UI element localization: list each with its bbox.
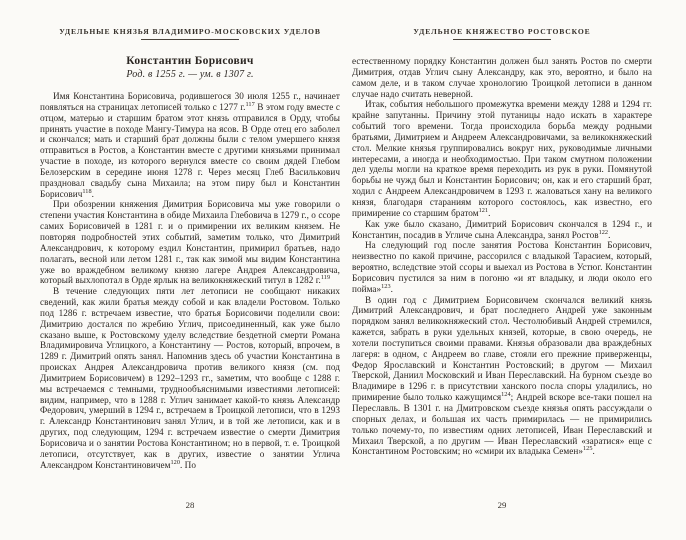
header-rule-left — [141, 39, 239, 40]
page-number-left: 28 — [185, 500, 195, 510]
paragraph: В один год с Димитрием Борисовичем скончался великий князь Димитрий Александрович, и брат последнего Андрей уже законным порядком занял великокняжеский стол. Честолюбивый Андрей стремился, кажется, забрать в руки удельных князей, которые, в свою очередь, не хотели поступиться своими правами. Князья образовали два враждебных лагеря: в одном, с Андреем во главе, стояли его прежние приверженцы, Федор Ярославский и Константин Ростовский; в другом — Михаил Тверской, Даниил Московский и Иван Переславский. На бурном съезде во Владимире в 1296 г. в присутствии ханского посла споры уладились, но примирение было только кажущимся$^{124}$; Андрей вскоре все-таки пошел на Переславль. В 1301 г. на Дмитровском съезде князья опять рассуждали о спорных делах, и большая их часть примирилась — не примирились только почему-то, по известиям одних летописей, Иван Переславский и Михаил Тверской, а по другим — Иван Переславский «заратися» еще с Константином Ростовским; но «смири их владыка Семен»$^{125}$. — [352, 294, 652, 457]
chapter-subtitle: Род. в 1255 г. — ум. в 1307 г. — [126, 69, 254, 80]
title-block — [40, 55, 340, 80]
chapter-title: Константин Борисович — [126, 55, 254, 67]
paragraph: Имя Константина Борисовича, родившегося 30 июля 1255 г., начинает появляться на страницах летописей только с 1277 г.$^{117}$ В этом году вместе с отцом, матерью и старшим братом этот князь отправился в Орду, чтобы принять участие в походе Мангу-Тимура на ясов. В Орде отец его заболел и скончался; мать и старший брат должны были с телом умершего князя отправиться в Ростов, а Константин вместе с другими князьями принимал участие в походе, из которого вернулся вместе со своим дядей Глебом Белозерским в середине июня 1278 г. Через месяц Глеб Василькович праздновал свадьбу сына Михаила; на этом пиру был и Константин Борисович$^{118}$. — [40, 91, 340, 199]
page-number-right: 29 — [497, 500, 507, 510]
paragraph: естественному порядку Константин должен был занять Ростов по смерти Димитрия, отдав Углич сыну Александру, как это, вероятно, и было на самом деле, и в таком случае хронологию Троицкой летописи в данном случае надо считать неверной. — [352, 56, 652, 99]
running-head-right: УДЕЛЬНОЕ КНЯЖЕСТВО РОСТОВСКОЕ — [413, 27, 591, 36]
paragraph: Как уже было сказано, Димитрий Борисович скончался в 1294 г., и Константин, посадив в Угличе сына Александра, занял Ростов$^{122}$. — [352, 218, 652, 240]
header-rule-right — [453, 39, 551, 40]
page-right — [352, 0, 652, 540]
paragraph: При обозрении княжения Димитрия Борисовича мы уже говорили о степени участия Константина в обиде Михаила Глебовича в 1279 г., о ссоре самих Борисовичей в 1281 г. и о примирении их великим князем. Не повторяя подробностей этих событий, заметим только, что Димитрий Александрович, к которому ездил Константин, примирил братьев, надо полагать, весной или летом 1281 г., так как зимой мы видим Константина уже во враждебном великому князю лагере Андрея Александровича, который выхлопотал в Орде ярлык на великокняжеский титул в 1282 г.$^{119}$ — [40, 199, 340, 286]
page-left — [40, 0, 340, 540]
paragraph: В течение следующих пяти лет летописи не сообщают никаких сведений, как жили братья между собой и как владели Ростовом. Только под 1286 г. встречаем известие, что братья Борисовичи поделили свои: Димитрию достался по жребию Углич, присоединенный, как уже было сказано выше, к Ростовскому уделу вследствие бездетной смерти Романа Владимировича Углицкого, а Константину — Ростов, который, впрочем, в 1289 г. Димитрий опять занял. Напомнив здесь об участии Константина в происках Андрея Александровича против великого князя (см. под Димитрием Борисовичем) в 1292–1293 гг., заметим, что вообще с 1288 г. мы встречаемся с темными, труднообъяснимыми известиями летописей: видим, например, что в 1288 г. Углич занимает какой-то князь Александр Федорович, умерший в 1294 г., встречаем в Троицкой летописи, что в 1293 г. Александр Константинович занял Углич, и в той же летописи, как и в других, под следующим, 1294 г. встречаем известие о смерти Димитрия Борисовича и о занятии Ростова Константином; но в первой, т. е. Троицкой летописи, отсутствует, как в других, известие о занятии Углича Александром Константиновичем$^{120}$. По — [40, 286, 340, 470]
paragraph: Итак, события небольшого промежутка времени между 1288 и 1294 гг. крайне запутанны. Причину этой путаницы надо искать в характере событий того времени. Тогда происходила борьба между родными братьями, Димитрием и Андреем Александровичами, за великокняжеский стол. Мелкие князья группировались вокруг них, руководимые личными интересами, а иногда и необходимостью. При таком смутном положении дел уделы могли на краткое время переходить из рук в руки. Помянутой борьбы не чужд был и Константин Борисович; он, как и его старший брат, ходил с Андреем Александровичем в 1293 г. жаловаться хану на великого князя, благодаря стараниям которого состоялось, как известно, его примирение со старшим братом$^{121}$. — [352, 99, 652, 218]
paragraph: На следующий год после занятия Ростова Константин Борисович, неизвестно по какой причине, рассорился с владыкой Тарасием, который, вероятно, вследствие этой ссоры и выехал из Ростова в Устюг. Константин Борисович пустился за ним в погоню «и ят владыку, и люди около его пойма»$^{123}$. — [352, 240, 652, 294]
running-head-left: УДЕЛЬНЫЕ КНЯЗЬЯ ВЛАДИМИРО-МОСКОВСКИХ УДЕЛОВ — [59, 27, 321, 36]
page-body-right — [352, 56, 652, 457]
page-body-left — [40, 91, 340, 471]
